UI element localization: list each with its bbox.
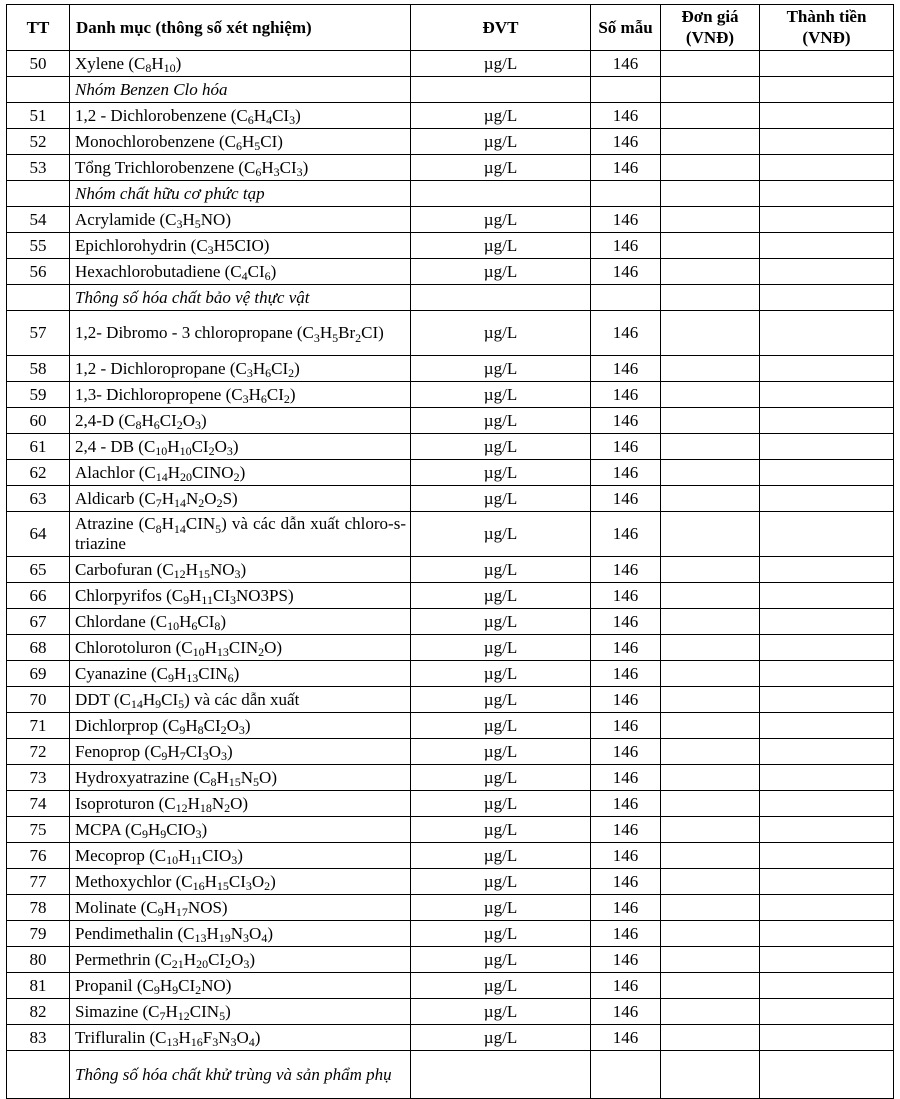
row-unit-price-cell xyxy=(661,557,760,583)
table-row xyxy=(7,382,894,408)
row-total-cell xyxy=(760,259,894,285)
row-unit-cell: µg/L xyxy=(411,843,591,869)
row-unit-cell: µg/L xyxy=(411,155,591,181)
group-title: Nhóm chất hữu cơ phức tạp xyxy=(70,181,411,207)
row-unit-cell: µg/L xyxy=(411,817,591,843)
row-total-cell xyxy=(760,661,894,687)
table-row xyxy=(7,356,894,382)
table-row xyxy=(7,973,894,999)
row-tt-cell xyxy=(7,181,70,207)
table-row xyxy=(7,486,894,512)
group-row xyxy=(7,1051,894,1099)
row-name-cell: Dichlorprop $(C_9H_8CI_2O_3)$ xyxy=(70,713,411,739)
row-samples-cell: 146 xyxy=(591,713,661,739)
row-unit-cell: µg/L xyxy=(411,259,591,285)
row-total-cell xyxy=(760,356,894,382)
row-total-cell xyxy=(760,557,894,583)
row-samples-cell: 146 xyxy=(591,895,661,921)
row-samples-cell: 146 xyxy=(591,434,661,460)
row-tt-cell: 62 xyxy=(7,460,70,486)
row-tt-cell: 70 xyxy=(7,687,70,713)
row-name-cell: Pendimethalin $(C_{13}H_{19}N_3O_4)$ xyxy=(70,921,411,947)
row-samples-cell: 146 xyxy=(591,155,661,181)
row-name-cell: Monochlorobenzene $(C_6H_5CI)$ xyxy=(70,129,411,155)
col-header-total: Thành tiền (VNĐ) xyxy=(760,5,894,51)
group-title: Thông số hóa chất bảo vệ thực vật xyxy=(70,285,411,311)
row-total-cell xyxy=(760,999,894,1025)
row-tt-cell: 55 xyxy=(7,233,70,259)
row-samples-cell: 146 xyxy=(591,51,661,77)
table-row xyxy=(7,233,894,259)
table-row xyxy=(7,408,894,434)
row-name-cell: 1,3- Dichloropropene $(C_3H_6CI_2)$ xyxy=(70,382,411,408)
row-unit-price-cell xyxy=(661,583,760,609)
row-unit-price-cell xyxy=(661,895,760,921)
row-total-cell xyxy=(760,765,894,791)
row-tt-cell: 72 xyxy=(7,739,70,765)
row-samples-cell: 146 xyxy=(591,512,661,557)
table-row xyxy=(7,661,894,687)
row-tt-cell: 75 xyxy=(7,817,70,843)
row-unit-cell: µg/L xyxy=(411,739,591,765)
row-tt-cell: 80 xyxy=(7,947,70,973)
row-samples-cell: 146 xyxy=(591,843,661,869)
row-unit-cell: µg/L xyxy=(411,609,591,635)
row-unit-cell: µg/L xyxy=(411,207,591,233)
row-name-cell: Atrazine $(C_8H_{14}CIN_5)$ và các dẫn xuất chloro-s-triazine xyxy=(70,512,411,557)
row-tt-cell: 82 xyxy=(7,999,70,1025)
row-name-cell: Isoproturon $(C_{12}H_{18}N_2O)$ xyxy=(70,791,411,817)
row-total-cell xyxy=(760,512,894,557)
row-unit-price-cell xyxy=(661,635,760,661)
row-unit-price-cell xyxy=(661,51,760,77)
row-total-cell xyxy=(760,486,894,512)
table-row xyxy=(7,51,894,77)
row-name-cell: Epichlorohydrin $(C_3H5CIO)$ xyxy=(70,233,411,259)
row-tt-cell: 83 xyxy=(7,1025,70,1051)
row-total-cell xyxy=(760,77,894,103)
row-tt-cell: 81 xyxy=(7,973,70,999)
row-unit-cell: µg/L xyxy=(411,687,591,713)
row-samples-cell: 146 xyxy=(591,356,661,382)
row-name-cell: Carbofuran $(C_{12}H_{15}NO_3)$ xyxy=(70,557,411,583)
row-samples-cell xyxy=(591,285,661,311)
table-row xyxy=(7,155,894,181)
table-row xyxy=(7,947,894,973)
row-total-cell xyxy=(760,869,894,895)
row-samples-cell: 146 xyxy=(591,947,661,973)
row-samples-cell: 146 xyxy=(591,1025,661,1051)
row-unit-price-cell xyxy=(661,382,760,408)
table-row xyxy=(7,869,894,895)
table-row xyxy=(7,843,894,869)
row-name-cell: Fenoprop $(C_9H_7CI_3O_3)$ xyxy=(70,739,411,765)
row-unit-price-cell xyxy=(661,609,760,635)
row-tt-cell: 53 xyxy=(7,155,70,181)
row-tt-cell xyxy=(7,285,70,311)
row-unit-cell: µg/L xyxy=(411,921,591,947)
row-total-cell xyxy=(760,973,894,999)
row-unit-price-cell xyxy=(661,1025,760,1051)
row-name-cell: DDT $(C_{14}H_9CI_5)$ và các dẫn xuất xyxy=(70,687,411,713)
row-tt-cell: 61 xyxy=(7,434,70,460)
row-name-cell: Alachlor $(C_{14}H_{20}CINO_2)$ xyxy=(70,460,411,486)
row-samples-cell: 146 xyxy=(591,583,661,609)
header-row xyxy=(7,5,894,51)
row-unit-cell xyxy=(411,1051,591,1099)
row-total-cell xyxy=(760,434,894,460)
row-unit-cell xyxy=(411,77,591,103)
row-samples-cell: 146 xyxy=(591,921,661,947)
row-samples-cell: 146 xyxy=(591,460,661,486)
row-unit-cell: µg/L xyxy=(411,661,591,687)
row-unit-cell: µg/L xyxy=(411,512,591,557)
row-samples-cell: 146 xyxy=(591,817,661,843)
row-name-cell: Cyanazine $(C_9H_{13}CIN_6)$ xyxy=(70,661,411,687)
col-header-name: Danh mục (thông số xét nghiệm) xyxy=(70,5,411,51)
row-total-cell xyxy=(760,129,894,155)
row-tt-cell: 76 xyxy=(7,843,70,869)
row-tt-cell: 50 xyxy=(7,51,70,77)
row-name-cell: Hexachlorobutadiene $(C_4CI_6)$ xyxy=(70,259,411,285)
row-total-cell xyxy=(760,51,894,77)
row-total-cell xyxy=(760,817,894,843)
row-total-cell xyxy=(760,583,894,609)
row-total-cell xyxy=(760,739,894,765)
row-total-cell xyxy=(760,947,894,973)
row-total-cell xyxy=(760,1025,894,1051)
row-unit-price-cell xyxy=(661,791,760,817)
table-row xyxy=(7,609,894,635)
row-samples-cell: 146 xyxy=(591,869,661,895)
row-name-cell: Aldicarb $(C_7H_{14}N_2O_2S)$ xyxy=(70,486,411,512)
table-row xyxy=(7,999,894,1025)
row-tt-cell: 63 xyxy=(7,486,70,512)
row-unit-cell: µg/L xyxy=(411,356,591,382)
row-samples-cell xyxy=(591,77,661,103)
table-row xyxy=(7,895,894,921)
row-unit-price-cell xyxy=(661,486,760,512)
row-name-cell: Molinate $(C_9H_{17}NOS)$ xyxy=(70,895,411,921)
row-samples-cell xyxy=(591,1051,661,1099)
row-unit-price-cell xyxy=(661,739,760,765)
row-tt-cell: 78 xyxy=(7,895,70,921)
row-total-cell xyxy=(760,285,894,311)
row-unit-price-cell xyxy=(661,843,760,869)
row-samples-cell: 146 xyxy=(591,765,661,791)
row-name-cell: Chlordane $(C_{10}H_6CI_8)$ xyxy=(70,609,411,635)
row-total-cell xyxy=(760,382,894,408)
row-unit-cell: µg/L xyxy=(411,460,591,486)
table-row xyxy=(7,713,894,739)
row-unit-price-cell xyxy=(661,129,760,155)
row-tt-cell: 71 xyxy=(7,713,70,739)
row-total-cell xyxy=(760,311,894,356)
row-total-cell xyxy=(760,843,894,869)
table-row xyxy=(7,635,894,661)
table-body xyxy=(7,51,894,1099)
row-unit-cell: µg/L xyxy=(411,895,591,921)
row-name-cell: Xylene $(C_8H_{10})$ xyxy=(70,51,411,77)
row-name-cell: 2,4-D $(C_8H_6CI_2O_3)$ xyxy=(70,408,411,434)
table-row xyxy=(7,739,894,765)
table-row xyxy=(7,207,894,233)
row-unit-price-cell xyxy=(661,77,760,103)
row-name-cell: 1,2 - Dichloropropane $(C_3H_6CI_2)$ xyxy=(70,356,411,382)
col-header-samples: Số mẫu xyxy=(591,5,661,51)
col-header-unit: ĐVT xyxy=(411,5,591,51)
row-total-cell xyxy=(760,155,894,181)
row-samples-cell: 146 xyxy=(591,687,661,713)
row-samples-cell: 146 xyxy=(591,408,661,434)
row-name-cell: 1,2- Dibromo - 3 chloropropane $(C_3H_5Br_2CI)$ xyxy=(70,311,411,356)
row-name-cell: Tổng Trichlorobenzene $(C_6H_3CI_3)$ xyxy=(70,155,411,181)
row-unit-price-cell xyxy=(661,103,760,129)
row-tt-cell: 66 xyxy=(7,583,70,609)
row-tt-cell: 68 xyxy=(7,635,70,661)
row-unit-cell: µg/L xyxy=(411,408,591,434)
col-header-tt: TT xyxy=(7,5,70,51)
row-unit-price-cell xyxy=(661,356,760,382)
table-row xyxy=(7,259,894,285)
row-name-cell: MCPA $(C_9H_9CIO_3)$ xyxy=(70,817,411,843)
table-row xyxy=(7,1025,894,1051)
row-tt-cell: 51 xyxy=(7,103,70,129)
row-unit-cell xyxy=(411,285,591,311)
row-unit-price-cell xyxy=(661,434,760,460)
row-unit-cell: µg/L xyxy=(411,713,591,739)
group-title: Thông số hóa chất khử trùng và sản phẩm phụ xyxy=(70,1051,411,1099)
row-unit-cell: µg/L xyxy=(411,51,591,77)
row-total-cell xyxy=(760,103,894,129)
table-row xyxy=(7,791,894,817)
row-unit-cell: µg/L xyxy=(411,1025,591,1051)
row-tt-cell: 58 xyxy=(7,356,70,382)
group-title: Nhóm Benzen Clo hóa xyxy=(70,77,411,103)
table-row xyxy=(7,460,894,486)
group-row xyxy=(7,285,894,311)
row-unit-price-cell xyxy=(661,233,760,259)
table-row xyxy=(7,129,894,155)
row-tt-cell: 56 xyxy=(7,259,70,285)
row-total-cell xyxy=(760,687,894,713)
row-samples-cell: 146 xyxy=(591,609,661,635)
row-unit-cell: µg/L xyxy=(411,233,591,259)
row-name-cell: Mecoprop $(C_{10}H_{11}CIO_3)$ xyxy=(70,843,411,869)
price-table xyxy=(6,4,894,1099)
row-unit-price-cell xyxy=(661,1051,760,1099)
row-name-cell: Chlorotoluron $(C_{10}H_{13}CIN_2O)$ xyxy=(70,635,411,661)
row-unit-price-cell xyxy=(661,765,760,791)
row-samples-cell: 146 xyxy=(591,311,661,356)
row-tt-cell: 65 xyxy=(7,557,70,583)
row-total-cell xyxy=(760,713,894,739)
row-name-cell: Trifluralin $(C_{13}H_{16}F_3N_3O_4)$ xyxy=(70,1025,411,1051)
row-unit-cell: µg/L xyxy=(411,869,591,895)
row-tt-cell xyxy=(7,77,70,103)
row-samples-cell: 146 xyxy=(591,661,661,687)
row-tt-cell xyxy=(7,1051,70,1099)
row-unit-price-cell xyxy=(661,207,760,233)
row-name-cell: 1,2 - Dichlorobenzene $(C_6H_4CI_3)$ xyxy=(70,103,411,129)
row-unit-price-cell xyxy=(661,869,760,895)
row-tt-cell: 69 xyxy=(7,661,70,687)
row-samples-cell: 146 xyxy=(591,973,661,999)
table-row xyxy=(7,311,894,356)
row-unit-cell: µg/L xyxy=(411,382,591,408)
row-tt-cell: 77 xyxy=(7,869,70,895)
table-row xyxy=(7,765,894,791)
row-total-cell xyxy=(760,207,894,233)
row-unit-price-cell xyxy=(661,661,760,687)
row-unit-price-cell xyxy=(661,973,760,999)
row-samples-cell: 146 xyxy=(591,233,661,259)
row-total-cell xyxy=(760,181,894,207)
row-unit-cell: µg/L xyxy=(411,103,591,129)
row-tt-cell: 79 xyxy=(7,921,70,947)
row-samples-cell: 146 xyxy=(591,557,661,583)
row-unit-price-cell xyxy=(661,947,760,973)
row-unit-cell: µg/L xyxy=(411,311,591,356)
row-samples-cell: 146 xyxy=(591,103,661,129)
row-unit-cell: µg/L xyxy=(411,765,591,791)
row-name-cell: Acrylamide $(C_3H_5NO)$ xyxy=(70,207,411,233)
row-total-cell xyxy=(760,609,894,635)
row-unit-cell: µg/L xyxy=(411,557,591,583)
row-unit-price-cell xyxy=(661,259,760,285)
row-samples-cell: 146 xyxy=(591,382,661,408)
row-unit-price-cell xyxy=(661,311,760,356)
row-tt-cell: 59 xyxy=(7,382,70,408)
row-unit-cell: µg/L xyxy=(411,999,591,1025)
row-total-cell xyxy=(760,408,894,434)
row-total-cell xyxy=(760,895,894,921)
row-tt-cell: 67 xyxy=(7,609,70,635)
row-unit-price-cell xyxy=(661,999,760,1025)
row-unit-cell: µg/L xyxy=(411,486,591,512)
row-unit-cell: µg/L xyxy=(411,791,591,817)
row-samples-cell: 146 xyxy=(591,635,661,661)
row-total-cell xyxy=(760,791,894,817)
group-row xyxy=(7,77,894,103)
row-name-cell: Permethrin $(C_{21}H_{20}CI_2O_3)$ xyxy=(70,947,411,973)
row-unit-cell: µg/L xyxy=(411,973,591,999)
row-name-cell: Methoxychlor $(C_{16}H_{15}CI_3O_2)$ xyxy=(70,869,411,895)
row-samples-cell: 146 xyxy=(591,791,661,817)
table-row xyxy=(7,557,894,583)
row-samples-cell: 146 xyxy=(591,999,661,1025)
row-tt-cell: 52 xyxy=(7,129,70,155)
row-unit-price-cell xyxy=(661,460,760,486)
row-unit-price-cell xyxy=(661,408,760,434)
row-name-cell: Propanil $(C_9H_9CI_2NO)$ xyxy=(70,973,411,999)
row-samples-cell xyxy=(591,181,661,207)
row-unit-cell: µg/L xyxy=(411,583,591,609)
row-unit-price-cell xyxy=(661,921,760,947)
table-row xyxy=(7,817,894,843)
table-row xyxy=(7,434,894,460)
table-row xyxy=(7,583,894,609)
row-name-cell: 2,4 - DB $(C_{10}H_{10}CI_2O_3)$ xyxy=(70,434,411,460)
row-tt-cell: 57 xyxy=(7,311,70,356)
table-row xyxy=(7,687,894,713)
group-row xyxy=(7,181,894,207)
row-unit-cell: µg/L xyxy=(411,434,591,460)
row-samples-cell: 146 xyxy=(591,486,661,512)
row-unit-price-cell xyxy=(661,285,760,311)
row-name-cell: Hydroxyatrazine $(C_8H_{15}N_5O)$ xyxy=(70,765,411,791)
row-unit-price-cell xyxy=(661,713,760,739)
row-name-cell: Simazine $(C_7H_{12}CIN_5)$ xyxy=(70,999,411,1025)
row-samples-cell: 146 xyxy=(591,129,661,155)
row-samples-cell: 146 xyxy=(591,739,661,765)
row-unit-cell: µg/L xyxy=(411,947,591,973)
row-unit-cell: µg/L xyxy=(411,635,591,661)
row-samples-cell: 146 xyxy=(591,259,661,285)
row-tt-cell: 73 xyxy=(7,765,70,791)
row-tt-cell: 54 xyxy=(7,207,70,233)
row-total-cell xyxy=(760,635,894,661)
row-unit-price-cell xyxy=(661,512,760,557)
row-tt-cell: 60 xyxy=(7,408,70,434)
row-total-cell xyxy=(760,1051,894,1099)
table-row xyxy=(7,512,894,557)
row-name-cell: Chlorpyrifos $(C_9H_{11}CI_3NO3PS)$ xyxy=(70,583,411,609)
row-unit-cell xyxy=(411,181,591,207)
row-total-cell xyxy=(760,233,894,259)
row-total-cell xyxy=(760,921,894,947)
table-row xyxy=(7,103,894,129)
row-unit-price-cell xyxy=(661,817,760,843)
row-unit-cell: µg/L xyxy=(411,129,591,155)
row-tt-cell: 64 xyxy=(7,512,70,557)
table-row xyxy=(7,921,894,947)
row-total-cell xyxy=(760,460,894,486)
row-tt-cell: 74 xyxy=(7,791,70,817)
row-unit-price-cell xyxy=(661,687,760,713)
row-unit-price-cell xyxy=(661,155,760,181)
row-samples-cell: 146 xyxy=(591,207,661,233)
row-unit-price-cell xyxy=(661,181,760,207)
col-header-unit-price: Đơn giá (VNĐ) xyxy=(661,5,760,51)
